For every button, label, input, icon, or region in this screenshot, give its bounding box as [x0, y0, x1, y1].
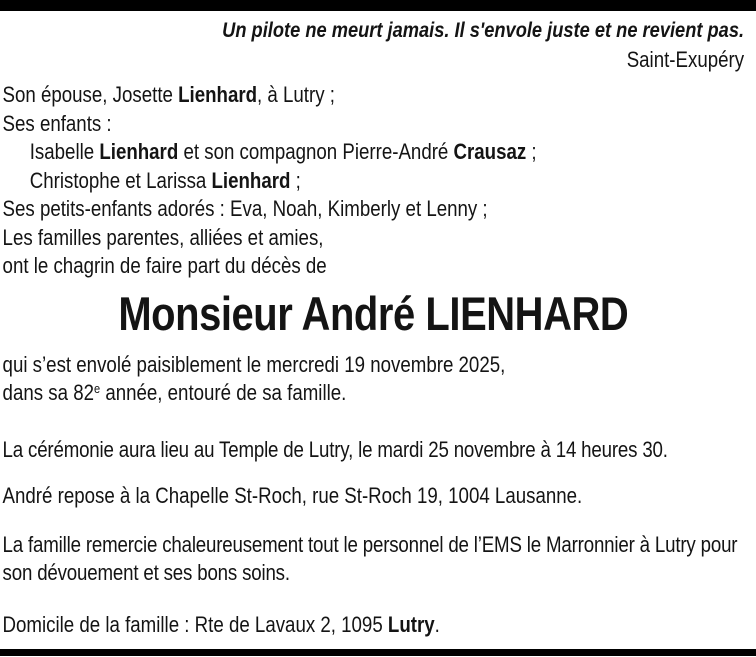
passing-line-2 [3, 379, 745, 408]
town-bold: Lutry [387, 611, 435, 637]
epigraph-block [3, 16, 745, 74]
surname-bold: Lienhard [99, 139, 179, 164]
passing-block [3, 351, 745, 408]
spouse-line [3, 81, 745, 110]
text-segment: ; [526, 139, 537, 164]
text-segment: Son épouse, Josette [2, 82, 179, 107]
deceased-name: Monsieur André LIENHARD [118, 286, 629, 340]
quote-attribution: Saint-Exupéry [626, 47, 745, 72]
announcement-line: ont le chagrin de faire part du décès de [2, 253, 327, 278]
bottom-border-bar [0, 649, 756, 656]
surname-bold: Crausaz [453, 139, 527, 164]
text-segment: dans sa 82 [2, 380, 94, 405]
family-announcement-block [3, 81, 745, 281]
text-segment: ; [290, 167, 301, 193]
epigraph-quote: Un pilote ne meurt jamais. Il s'envole juste et ne revient pas. [222, 18, 745, 42]
surname-bold: Lienhard [178, 82, 258, 107]
child-line-1 [3, 138, 745, 167]
text-segment: Isabelle [29, 139, 100, 164]
text-segment: . [434, 611, 440, 637]
text-segment: et son compagnon Pierre-André [178, 139, 454, 164]
notice-body [0, 11, 756, 639]
ceremony-line: La cérémonie aura lieu au Temple de Lutry, le mardi 25 novembre à 14 heures 30. [2, 436, 668, 462]
text-segment: Christophe et Larissa [29, 167, 212, 193]
grandchildren-line: Ses petits-enfants adorés : Eva, Noah, Kimberly et Lenny ; [2, 196, 488, 221]
surname-bold: Lienhard [211, 167, 291, 193]
ordinal-superscript: e [93, 381, 101, 396]
domicile-line [3, 611, 745, 640]
text-segment: Domicile de la famille : Rte de Lavaux 2, 1095 [2, 611, 388, 637]
repose-line: André repose à la Chapelle St-Roch, rue St-Roch 19, 1004 Lausanne. [2, 483, 583, 508]
children-header-line: Ses enfants : [2, 110, 112, 136]
families-line: Les familles parentes, alliées et amies, [2, 224, 324, 250]
text-segment: , à Lutry ; [257, 82, 335, 107]
top-border-bar [0, 0, 756, 11]
child-line-2 [3, 167, 745, 196]
passing-line-1: qui s’est envolé paisiblement le mercredi 19 novembre 2025, [2, 351, 506, 377]
text-segment: année, entouré de sa famille. [100, 380, 347, 405]
thanks-paragraph: La famille remercie chaleureusement tout le personnel de l’EMS le Marronnier à Lutry pour son dévouement et ses bons soins. [2, 531, 738, 585]
